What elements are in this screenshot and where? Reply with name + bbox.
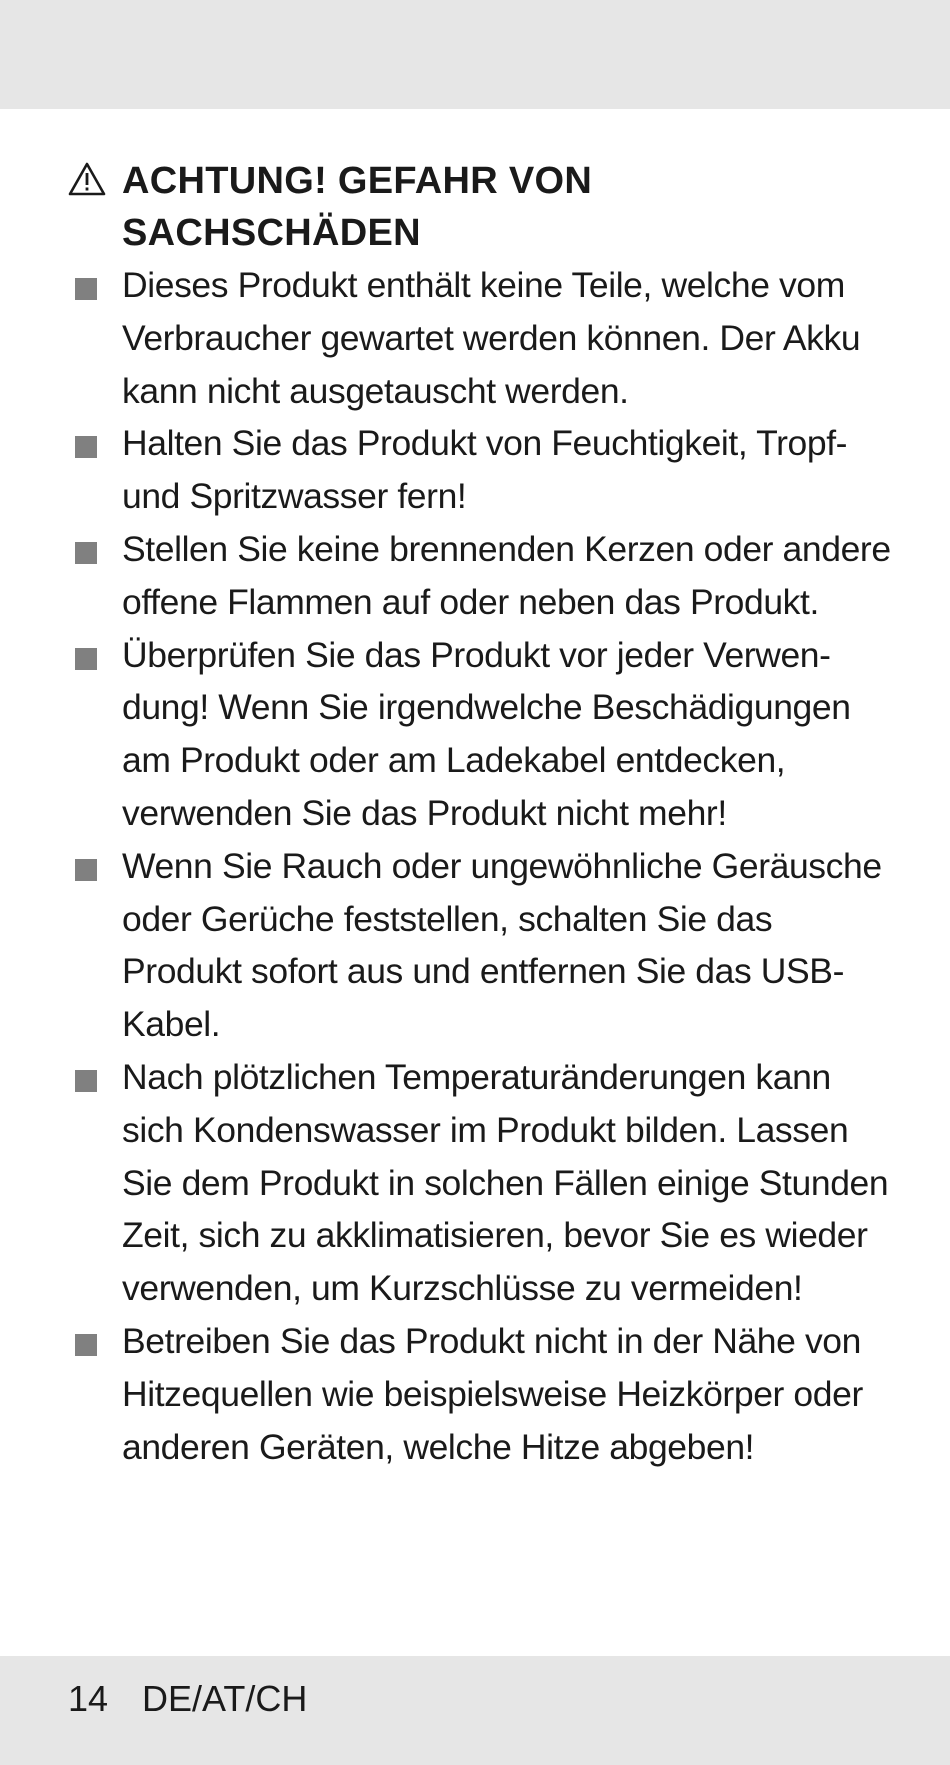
list-item (0, 417, 892, 523)
safety-list (0, 259, 950, 1473)
list-item (0, 1051, 892, 1315)
bullet-square-icon (75, 648, 97, 670)
list-item-text: Stellen Sie keine brennenden Kerzen oder andere offene Flammen auf oder neben das Produkt. (122, 528, 891, 622)
warning-heading-text: ACHTUNG! GEFAHR VON SACHSCHÄDEN (122, 160, 593, 254)
list-item-text: Halten Sie das Produkt von Feuchtigkeit, Tropf- und Spritzwasser fern! (122, 423, 848, 517)
list-item-text: Nach plötzlichen Temperaturänderungen kann sich Kondenswasser im Produkt bilden. Lassen Sie dem Produkt in solchen Fällen einige Stunden Zeit, sich zu akklimatisieren, bevor Sie es wieder verwenden, um Kurzschlüsse zu vermeiden! (122, 1056, 889, 1309)
list-item (0, 259, 892, 417)
language-code: DE/AT/CH (142, 1678, 308, 1719)
list-item-text: Betreiben Sie das Produkt nicht in der Nähe von Hitzequellen wie beispielsweise Heizkörper oder anderen Geräten, welche Hitze abgeben! (122, 1320, 863, 1467)
warning-triangle-icon (68, 162, 106, 196)
list-item (0, 1315, 892, 1473)
bullet-square-icon (75, 436, 97, 458)
page-number: 14 (68, 1678, 109, 1719)
page-content (0, 155, 950, 1473)
list-item-text: Überprüfen Sie das Produkt vor jeder Verwendung! Wenn Sie irgendwelche Beschädigungen am Produkt oder am Ladekabel entdecken, verwenden Sie das Produkt nicht mehr! (122, 634, 851, 833)
list-item-text: Wenn Sie Rauch oder ungewöhnliche Geräusche oder Gerüche feststellen, schalten Sie das Produkt sofort aus und entfernen Sie das USB-Kabel. (122, 845, 882, 1045)
bullet-square-icon (75, 1334, 97, 1356)
bullet-square-icon (75, 278, 97, 300)
page-footer (68, 1676, 307, 1722)
list-item (0, 629, 892, 840)
list-item-text: Dieses Produkt enthält keine Teile, welche vom Verbraucher gewartet werden können. Der Akku kann nicht ausgetauscht werden. (122, 265, 861, 411)
header-band (0, 0, 950, 109)
warning-heading (0, 155, 842, 259)
bullet-square-icon (75, 859, 97, 881)
bullet-square-icon (75, 1070, 97, 1092)
bullet-square-icon (75, 542, 97, 564)
list-item (0, 523, 892, 629)
list-item (0, 840, 892, 1051)
